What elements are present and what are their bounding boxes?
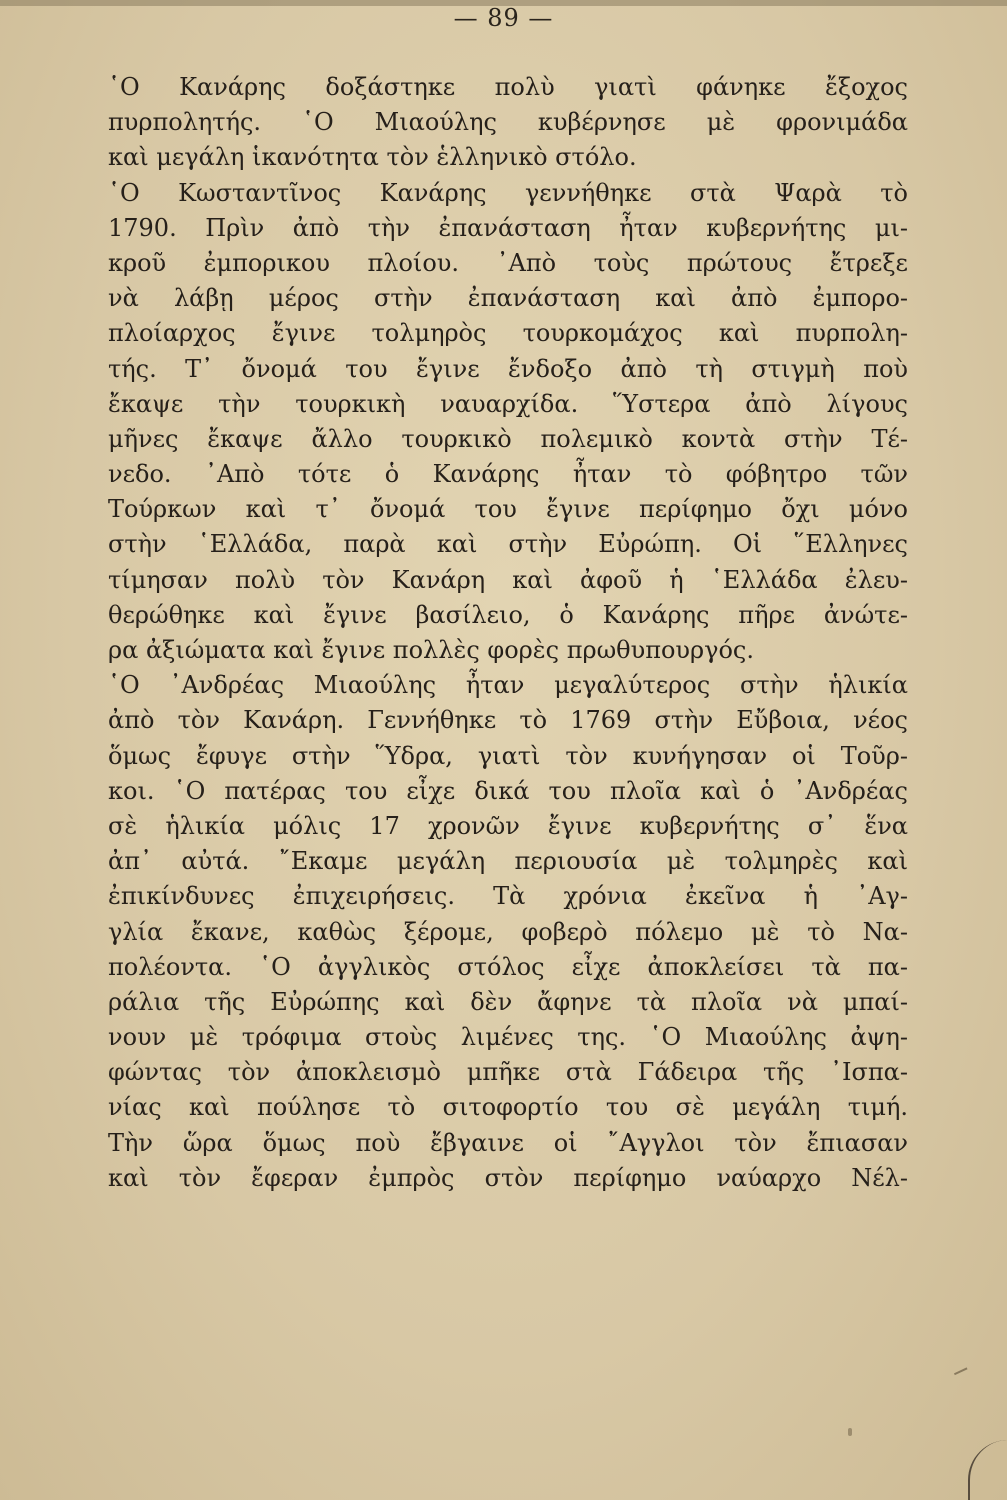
text-line: Τὴν ὥρα ὅμως ποὺ ἔβγαινε οἱ ῎Αγγλοι τὸν ἔπιασαν	[108, 1128, 908, 1157]
text-line: ἔκαψε τὴν τουρκικὴ ναυαρχίδα. Ὕστερα ἀπὸ λίγους	[108, 389, 908, 418]
text-line: πυρπολητής. ῾Ο Μιαούλης κυβέρνησε μὲ φρονιμάδα	[108, 108, 908, 137]
text-line: νὰ λάβῃ μέρος στὴν ἐπανάσταση καὶ ἀπὸ ἐμπορο-	[108, 284, 908, 313]
page-number: — 89 —	[453, 4, 554, 32]
text-line: νουν μὲ τρόφιμα στοὺς λιμένες της. ῾Ο Μιαούλης ἀψη-	[108, 1023, 908, 1052]
text-line: Τούρκων καὶ τ᾿ ὄνομά του ἔγινε περίφημο ὄχι μόνο	[108, 495, 908, 524]
text-line: φώντας τὸν ἀποκλεισμὸ μπῆκε στὰ Γάδειρα τῆς ᾿Ισπα-	[108, 1058, 908, 1087]
text-line: θερώθηκε καὶ ἔγινε βασίλειο, ὁ Κανάρης πῆρε ἀνώτε-	[108, 600, 908, 629]
text-line: ῾Ο ᾿Ανδρέας Μιαούλης ἦταν μεγαλύτερος στὴν ἡλικία	[108, 671, 908, 700]
text-line: τίμησαν πολὺ τὸν Κανάρη καὶ ἀφοῦ ἡ ῾Ελλάδα ἐλευ-	[108, 565, 908, 594]
paper-speck	[848, 1428, 852, 1436]
text-line: μῆνες ἔκαψε ἄλλο τουρκικὸ πολεμικὸ κοντὰ στὴν Τέ-	[108, 424, 908, 453]
text-line: ἀπὸ τὸν Κανάρη. Γεννήθηκε τὸ 1769 στὴν Εὔβοια, νέος	[108, 706, 908, 735]
text-line: καὶ μεγάλη ἱκανότητα τὸν ἑλληνικὸ στόλο.	[108, 143, 637, 172]
text-line: τής. Τ᾿ ὄνομά του ἔγινε ἔνδοξο ἀπὸ τὴ στιγμὴ ποὺ	[108, 354, 908, 383]
text-line: καὶ τὸν ἔφεραν ἐμπρὸς στὸν περίφημο ναύαρχο Νέλ-	[108, 1163, 908, 1192]
text-line: ρα ἀξιώματα καὶ ἔγινε πολλὲς φορὲς πρωθυπουργός.	[108, 636, 754, 664]
text-line: πολέοντα. ῾Ο ἀγγλικὸς στόλος εἶχε ἀποκλείσει τὰ πα-	[108, 952, 908, 981]
text-line: ὅμως ἔφυγε στὴν Ὕδρα, γιατὶ τὸν κυνήγησαν οἱ Τοῦρ-	[108, 741, 908, 770]
text-line: νεδο. ᾿Απὸ τότε ὁ Κανάρης ἦταν τὸ φόβητρο τῶν	[108, 460, 908, 489]
text-line: πλοίαρχος ἔγινε τολμηρὸς τουρκομάχος καὶ πυρπολη-	[108, 319, 908, 348]
text-line: ράλια τῆς Εὐρώπης καὶ δὲν ἄφηνε τὰ πλοῖα νὰ μπαί-	[108, 987, 908, 1016]
text-line: κροῦ ἐμπορικου πλοίου. ᾿Απὸ τοὺς πρώτους ἔτρεξε	[108, 248, 908, 277]
text-line: γλία ἔκανε, καθὼς ξέρομε, φοβερὸ πόλεμο μὲ τὸ Να-	[108, 917, 908, 946]
text-line: ἐπικίνδυνες ἐπιχειρήσεις. Τὰ χρόνια ἐκεῖνα ἡ ᾿Αγ-	[108, 882, 908, 911]
text-line: στὴν ῾Ελλάδα, παρὰ καὶ στὴν Εὐρώπη. Οἱ ῞Ελληνες	[108, 530, 908, 559]
text-line: 1790. Πρὶν ἀπὸ τὴν ἐπανάσταση ἦταν κυβερνήτης μι-	[108, 213, 908, 242]
page-corner-mark	[968, 1440, 1007, 1500]
text-line: νίας καὶ πούλησε τὸ σιτοφορτίο του σὲ μεγάλη τιμή.	[108, 1093, 908, 1122]
text-line: σὲ ἡλικία μόλις 17 χρονῶν ἔγινε κυβερνήτης σ᾿ ἕνα	[108, 811, 908, 840]
body-text	[108, 70, 908, 1196]
text-line: ῾Ο Κανάρης δοξάστηκε πολὺ γιατὶ φάνηκε ἔξοχος	[108, 73, 908, 101]
paper-speck	[954, 1367, 970, 1380]
text-line: κοι. ῾Ο πατέρας του εἶχε δικά του πλοῖα καὶ ὁ ᾿Ανδρέας	[108, 776, 908, 805]
text-line: ἀπ᾿ αὐτά. ῎Εκαμε μεγάλη περιουσία μὲ τολμηρὲς καὶ	[108, 847, 908, 876]
text-line: ῾Ο Κωσταντῖνος Κανάρης γεννήθηκε στὰ Ψαρὰ τὸ	[108, 178, 908, 207]
